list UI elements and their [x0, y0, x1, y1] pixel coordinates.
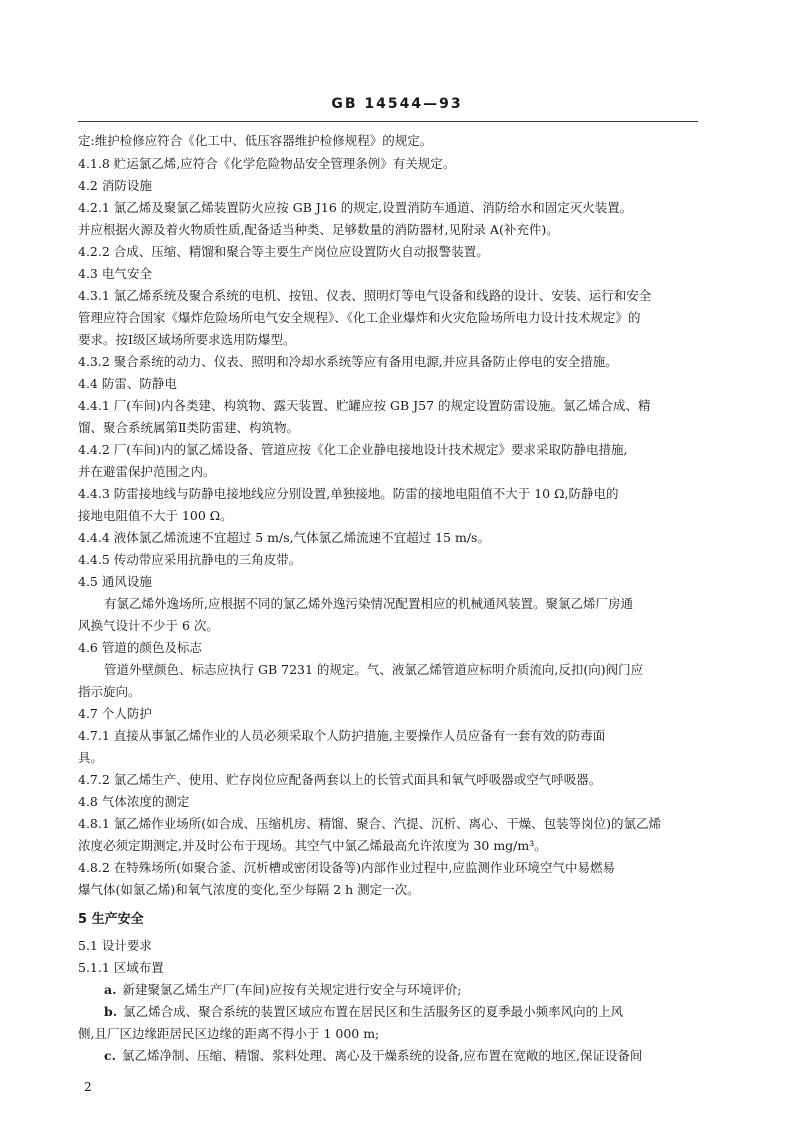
text-line: 浓度必须定期测定,并及时公布于现场。其空气中氯乙烯最高允许浓度为 30 mg/m³。	[78, 838, 547, 853]
text-line: 4.1.8 贮运氯乙烯,应符合《化学危险物品安全管理条例》有关规定。	[78, 156, 456, 171]
section-heading: 4.8 气体浓度的测定	[78, 794, 190, 809]
text-line: 馏、聚合系统属第Ⅱ类防雷建、构筑物。	[78, 420, 299, 435]
header-rule	[78, 121, 698, 122]
list-label: c.	[104, 1048, 116, 1063]
chapter-heading: 5 生产安全	[78, 912, 144, 927]
text-line: 4.7.1 直接从事氯乙烯作业的人员必须采取个人防护措施,主要操作人员应备有一套有效的防毒面	[78, 728, 606, 743]
list-item-b	[104, 1004, 623, 1020]
list-item-c	[104, 1048, 642, 1064]
text-line: 有氯乙烯外逸场所,应根据不同的氯乙烯外逸污染情况配置相应的机械通风装置。聚氯乙烯厂房通	[104, 596, 633, 611]
section-heading: 4.7 个人防护	[78, 706, 152, 721]
section-heading: 4.6 管道的颜色及标志	[78, 640, 202, 655]
text-line: 接地电阻值不大于 100 Ω。	[78, 508, 233, 523]
text-line: 4.2.1 氯乙烯及聚氯乙烯装置防火应按 GB J16 的规定,设置消防车通道、消防给水和固定灭火装置。	[78, 200, 633, 215]
text-line: 指示旋向。	[78, 684, 141, 699]
text-line: 管理应符合国家《爆炸危险场所电气安全规程》、《化工企业爆炸和火灾危险场所电力设计技术规定》的	[78, 310, 641, 325]
text-line: 并在避雷保护范围之内。	[78, 464, 216, 479]
list-text: 氯乙烯合成、聚合系统的装置区域应布置在居民区和生活服务区的夏季最小频率风向的上风	[123, 1004, 624, 1019]
text-line: 侧,且厂区边缘距居民区边缘的距离不得小于 1 000 m;	[78, 1026, 380, 1041]
text-line: 4.4.1 厂(车间)内各类建、构筑物、露天装置、贮罐应按 GB J57 的规定设置防雷设施。氯乙烯合成、精	[78, 398, 651, 413]
list-label: a.	[104, 982, 117, 997]
text-line: 4.4.3 防雷接地线与防静电接地线应分别设置,单独接地。防雷的接地电阻值不大于 10 Ω,防静电的	[78, 486, 619, 501]
text-line: 4.4.5 传动带应采用抗静电的三角皮带。	[78, 552, 302, 567]
text-line: 定:维护检修应符合《化工中、低压容器维护检修规程》的规定。	[78, 133, 433, 148]
list-text: 新建聚氯乙烯生产厂(车间)应按有关规定进行安全与环境评价;	[122, 982, 462, 997]
text-line: 4.3.1 氯乙烯系统及聚合系统的电机、按钮、仪表、照明灯等电气设备和线路的设计、安装、运行和安全	[78, 288, 652, 303]
text-line: 4.8.1 氯乙烯作业场所(如合成、压缩机房、精馏、聚合、汽提、沉析、离心、干燥、包装等岗位)的氯乙烯	[78, 816, 662, 831]
text-line: 风换气设计不少于 6 次。	[78, 618, 219, 633]
section-heading: 5.1.1 区域布置	[78, 960, 164, 975]
section-heading: 5.1 设计要求	[78, 938, 152, 953]
section-heading: 4.3 电气安全	[78, 266, 152, 281]
text-line: 并应根据火源及着火物质性质,配备适当种类、足够数量的消防器材,见附录 A(补充件)。	[78, 222, 559, 237]
section-heading: 4.2 消防设施	[78, 178, 152, 193]
text-line: 4.4.2 厂(车间)内的氯乙烯设备、管道应按《化工企业静电接地设计技术规定》要求采取防静电措施,	[78, 442, 628, 457]
text-line: 具。	[78, 750, 104, 765]
text-line: 4.3.2 聚合系统的动力、仪表、照明和冷却水系统等应有备用电源,并应具备防止停电的安全措施。	[78, 354, 618, 369]
section-heading: 4.5 通风设施	[78, 574, 152, 589]
text-line: 要求。按Ⅰ级区域场所要求选用防爆型。	[78, 332, 296, 347]
text-line: 4.2.2 合成、压缩、精馏和聚合等主要生产岗位应设置防火自动报警装置。	[78, 244, 489, 259]
text-line: 管道外壁颜色、标志应执行 GB 7231 的规定。气、液氯乙烯管道应标明介质流向,反扣(向)阀门应	[104, 662, 644, 677]
text-line: 4.8.2 在特殊场所(如聚合釜、沉析槽或密闭设备等)内部作业过程中,应监测作业环境空气中易燃易	[78, 860, 616, 875]
page-header: GB 14544—93	[331, 96, 463, 112]
text-line: 4.7.2 氯乙烯生产、使用、贮存岗位应配备两套以上的长管式面具和氧气呼吸器或空气呼吸器。	[78, 772, 602, 787]
list-label: b.	[104, 1004, 118, 1019]
list-item-a	[104, 982, 461, 998]
page-number: 2	[84, 1080, 92, 1094]
section-heading: 4.4 防雷、防静电	[78, 376, 177, 391]
list-text: 氯乙烯净制、压缩、精馏、浆料处理、离心及干燥系统的设备,应布置在宽敞的地区,保证设备间	[121, 1048, 643, 1063]
text-line: 4.4.4 液体氯乙烯流速不宜超过 5 m/s,气体氯乙烯流速不宜超过 15 m/s。	[78, 530, 490, 545]
text-line: 爆气体(如氯乙烯)和氧气浓度的变化,至少每隔 2 h 测定一次。	[78, 882, 420, 897]
